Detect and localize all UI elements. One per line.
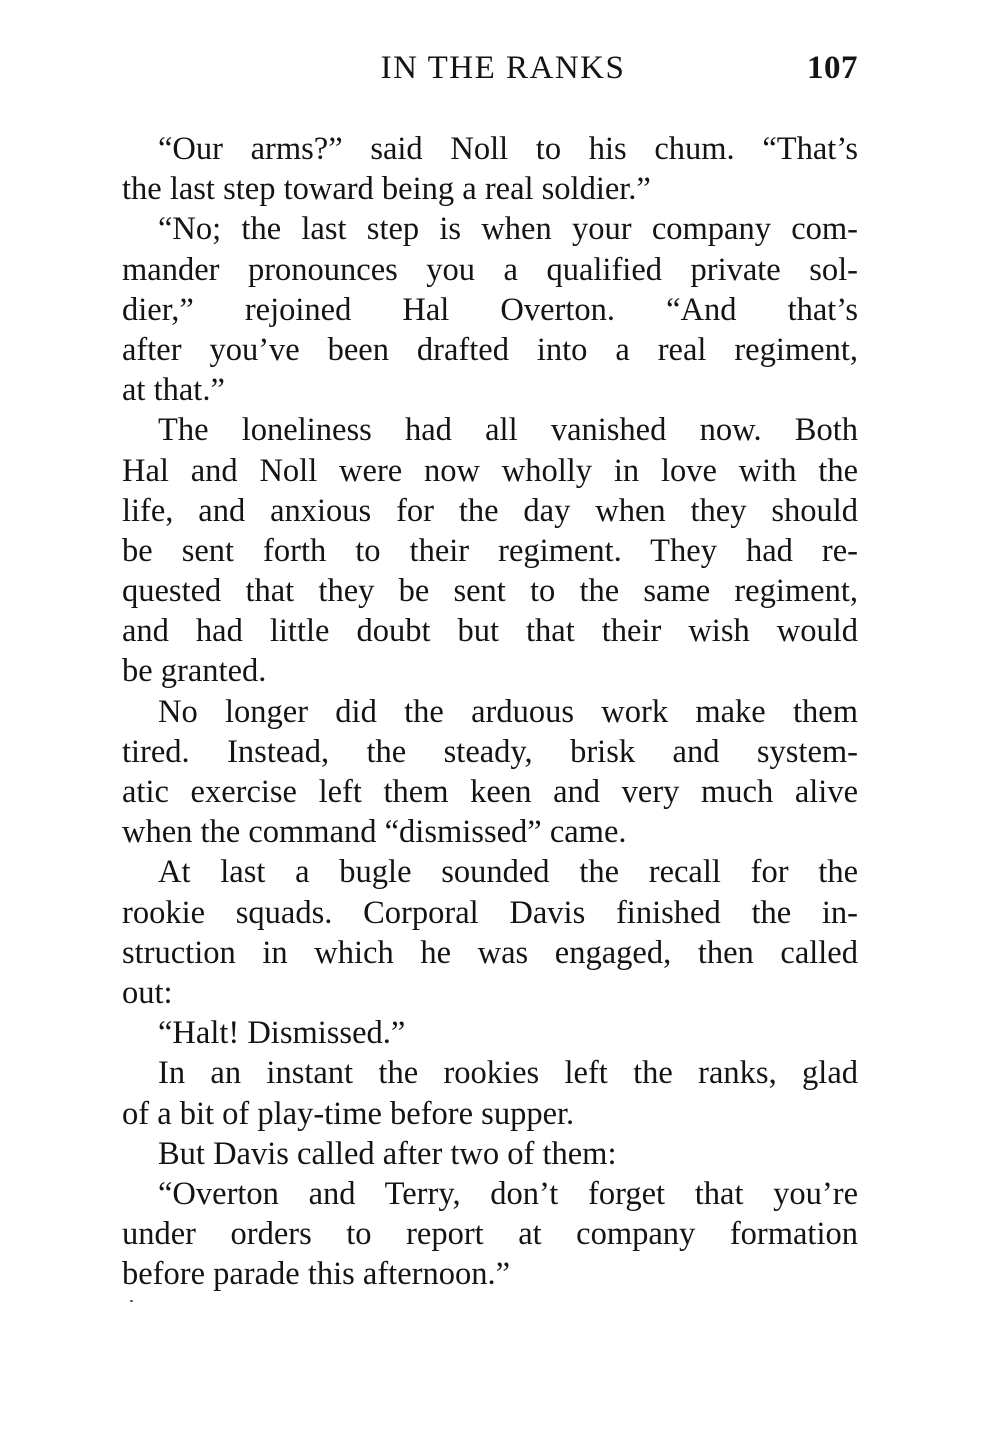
text-line: “Our arms?” said Noll to his chum. “That’s	[158, 131, 858, 167]
text-line: after you’ve been drafted into a real regiment,	[122, 331, 858, 368]
text-line: In an instant the rookies left the ranks, glad	[158, 1055, 858, 1092]
text-line: mander pronounces you a qualified private sol-	[122, 251, 858, 288]
text-line: out:	[122, 974, 173, 1011]
text-line: life, and anxious for the day when they should	[122, 492, 858, 529]
text-line: be sent forth to their regiment. They had re-	[122, 532, 858, 569]
page-number: 107	[807, 50, 858, 86]
body-text	[122, 129, 858, 1294]
text-line: rookie squads. Corporal Davis finished the in-	[122, 894, 858, 931]
text-line: “No; the last step is when your company com-	[158, 211, 858, 248]
text-line: atic exercise left them keen and very much alive	[122, 774, 858, 810]
text-line: and had little doubt but that their wish would	[122, 613, 858, 650]
text-line: dier,” rejoined Hal Overton. “And that’s	[122, 291, 858, 328]
text-line: tired. Instead, the steady, brisk and system-	[122, 733, 858, 770]
text-line: before parade this afternoon.”	[122, 1256, 511, 1293]
text-line: when the command “dismissed” came.	[122, 814, 627, 851]
text-line: at that.”	[122, 372, 225, 409]
text-line: “Overton and Terry, don’t forget that you’re	[158, 1175, 858, 1212]
running-title: IN THE RANKS	[380, 50, 626, 86]
text-line: struction in which he was engaged, then called	[122, 934, 858, 971]
text-line: of a bit of play-time before supper.	[122, 1095, 575, 1132]
text-line: No longer did the arduous work make them	[158, 693, 858, 730]
print-speck	[130, 1300, 133, 1302]
text-line: the last step toward being a real soldier.”	[122, 171, 651, 208]
text-line: quested that they be sent to the same regiment,	[122, 573, 858, 610]
text-line: be granted.	[122, 653, 267, 690]
text-line: “Halt! Dismissed.”	[158, 1015, 406, 1052]
running-header	[122, 46, 858, 90]
text-line: Hal and Noll were now wholly in love with the	[122, 452, 858, 489]
text-line: At last a bugle sounded the recall for the	[158, 854, 858, 891]
text-line: The loneliness had all vanished now. Both	[158, 412, 858, 449]
text-line: But Davis called after two of them:	[158, 1135, 617, 1172]
text-line: under orders to report at company formation	[122, 1216, 858, 1253]
